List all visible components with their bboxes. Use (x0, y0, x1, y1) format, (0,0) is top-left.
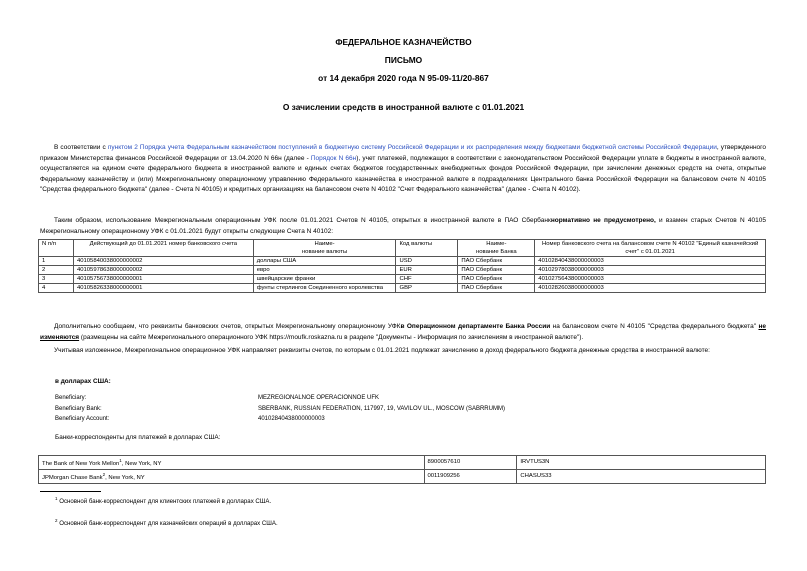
header-old-account: Действующий до 01.01.2021 номер банковского счета (73, 240, 253, 257)
link-order-66n[interactable]: Порядок N 66н (310, 154, 357, 162)
cell-bank-swift: IRVTUS3N (517, 456, 766, 470)
cell-num: 1 (39, 257, 74, 266)
correspondent-banks-table (38, 455, 766, 484)
footnote-2 (55, 518, 278, 527)
paragraph-legal-basis (40, 143, 766, 196)
bank-name-text: The Bank of New York Mellon (42, 460, 120, 467)
accounts-table (38, 239, 766, 293)
text-span: Таким образом, использование Межрегиональным операционным УФК после 01.01.2021 Счетов N 40105, открытых в иностранной валюте в ПАО Сбербанк (54, 217, 551, 224)
cell-new-account: 40102978038000000003 (535, 266, 766, 275)
link-order-66n-item2[interactable]: пунктом 2 Порядка учета Федеральным казначейством поступлений в бюджетную систему Российской Федерации и их распределения между бюджетами бюджетной системы Российской Федерации (107, 144, 717, 151)
cell-currency: евро (253, 266, 396, 275)
cell-code: CHF (396, 275, 458, 284)
footnote-mark: 2 (55, 518, 58, 523)
cell-bank-name (39, 456, 425, 470)
beneficiary-bank-row (55, 404, 755, 414)
cell-code: EUR (396, 266, 458, 275)
beneficiary-bank-label: Beneficiary Bank: (55, 405, 102, 412)
doc-subject: О зачислении средств в иностранной валюте с 01.01.2021 (282, 102, 525, 112)
cell-new-account: 40102840438000000003 (535, 257, 766, 266)
doc-type: ПИСЬМО (384, 55, 423, 65)
cell-currency: доллары США (253, 257, 396, 266)
agency-title: ФЕДЕРАЛЬНОЕ КАЗНАЧЕЙСТВО (335, 37, 472, 47)
bold-text: нормативно не предусмотрено, (550, 217, 656, 224)
usd-requisites (55, 393, 755, 424)
header-currency-code: Код валюты (396, 240, 458, 257)
text-span: , утвержденного приказом Министерства финансов Российской Федерации от 13.04.2020 N 66н (далее - (40, 144, 767, 162)
cell-new-account: 40102826038000000003 (535, 284, 766, 293)
usd-section-heading: в долларах США: (55, 378, 111, 385)
table-header-row (39, 240, 766, 257)
header-new-account: Номер банковского счета на балансовом счете N 40102 "Единый казначейский счет" с 01.01.2021 (535, 240, 766, 257)
bold-underlined-text: не изменяются (40, 323, 767, 341)
table-row (39, 284, 766, 293)
beneficiary-label: Beneficiary: (55, 395, 87, 401)
cell-currency: швейцарские франки (253, 275, 396, 284)
bank-name-text: JPMorgan Chase Bank (42, 474, 103, 481)
cell-old-account: 40105756738000000001 (73, 275, 253, 284)
cell-bank: ПАО Сбербанк (458, 266, 535, 275)
cell-bank: ПАО Сбербанк (458, 275, 535, 284)
footnote-text: Основной банк-корреспондент для клиентских платежей в долларах США. (57, 498, 272, 506)
cell-num: 4 (39, 284, 74, 293)
paragraph-requisites-intro: Учитывая изложенное, Межрегиональное операционное УФК направляет реквизиты счетов, по которым с 01.01.2021 подлежат зачислению в доход федерального бюджета денежные средства в иностранной валюте: (54, 347, 710, 354)
cell-bank-account: 0011909256 (424, 469, 517, 483)
cell-bank-swift: CHASUS33 (517, 469, 766, 483)
text-span: Дополнительно сообщаем, что реквизиты банковских счетов, открытых Межрегиональному операционному УФК (54, 323, 401, 330)
cell-bank: ПАО Сбербанк (458, 284, 535, 293)
cell-bank-account: 8900057610 (424, 456, 517, 470)
text-span: ), учет платежей, подлежащих в соответствии с законодательством Российской Федерации уплате в бюджеты в иностранной валюте, осуществляется на едином счете федерального бюджета в иностранной валюте и единых счетах бюджетов государственных внебюджетных фондов Российской Федерации, при зачислении денежных средств на счета, открытые Федеральному казначейству и (или) Межрегиональному операционному управлению Федерального казначейства в иностранной валюте в подразделениях Центрального банка Российской Федерации на балансовом счете N 40105 "Средства федерального бюджета" (далее - Счета N 40105) и кредитных организациях на балансовом счете N 40102 "Счет Федерального казначейства" (далее - Счета N 40102). (40, 154, 766, 194)
table-row (39, 257, 766, 266)
footnote-1 (55, 496, 271, 505)
table-row (39, 469, 766, 483)
beneficiary-account-row (55, 414, 755, 424)
cell-num: 3 (39, 275, 74, 284)
header-bank-name: Наиме- нование Банка (458, 240, 535, 257)
footnote-divider (40, 491, 101, 492)
footnote-ref[interactable]: 1 (119, 458, 122, 463)
bold-text: в Операционном департаменте Банка России (400, 323, 551, 330)
text-span: и взамен старых Счетов N 40105 Межрегиональному операционному УФК с 01.01.2021 будут открыты следующие Счета N 40102: (40, 217, 766, 235)
bank-city-text: , New York, NY (121, 460, 162, 467)
cell-code: GBP (396, 284, 458, 293)
text-span: на балансовом счете N 40105 "Средства федерального бюджета" (550, 323, 759, 330)
bank-city-text: , New York, NY (105, 474, 145, 481)
paragraph-accounts-change (40, 216, 766, 237)
correspondents-title: Банки-корреспонденты для платежей в долларах США: (55, 434, 221, 441)
cell-old-account: 40105826338000000001 (73, 284, 253, 293)
cell-currency: фунты стерлингов Соединенного королевства (253, 284, 396, 293)
footnote-mark: 1 (55, 496, 58, 501)
cell-old-account: 40105840038000000002 (73, 257, 253, 266)
beneficiary-value: MEZREGIONALNOE OPERACIONNOE UFK (258, 395, 380, 401)
text-span: В соответствии с (54, 144, 108, 151)
header-currency-name: Наиме- нование валюты (253, 240, 396, 257)
cell-new-account: 40102756438000000003 (535, 275, 766, 284)
table-row (39, 266, 766, 275)
beneficiary-account-value: 40102840438000000003 (258, 416, 325, 422)
cell-bank: ПАО Сбербанк (458, 257, 535, 266)
beneficiary-bank-value: SBERBANK, RUSSIAN FEDERATION, 117997, 19, VAVILOV UL., MOSCOW (SABRRUMM) (258, 405, 505, 412)
footnote-text: Основной банк-корреспондент для казначейских операций в долларах США. (57, 520, 278, 528)
table-row (39, 275, 766, 284)
doc-date-number: от 14 декабря 2020 года N 95-09-11/20-867 (318, 73, 489, 83)
table-row (39, 456, 766, 470)
cell-bank-name (39, 469, 425, 483)
text-span: (размещены на сайте Межрегионального операционного УФК https://moufk.roskazna.ru в разделе "Документы - Информация по зачислениям в иностранной валюте"). (79, 333, 584, 341)
beneficiary-row (55, 393, 755, 403)
footnote-ref[interactable]: 2 (102, 471, 106, 477)
cell-num: 2 (39, 266, 74, 275)
cell-code: USD (396, 257, 458, 266)
beneficiary-account-label: Beneficiary Account: (55, 416, 110, 422)
paragraph-requisites-unchanged (40, 322, 766, 343)
header-num: N п/п (39, 240, 74, 257)
cell-old-account: 40105978638000000002 (73, 266, 253, 275)
